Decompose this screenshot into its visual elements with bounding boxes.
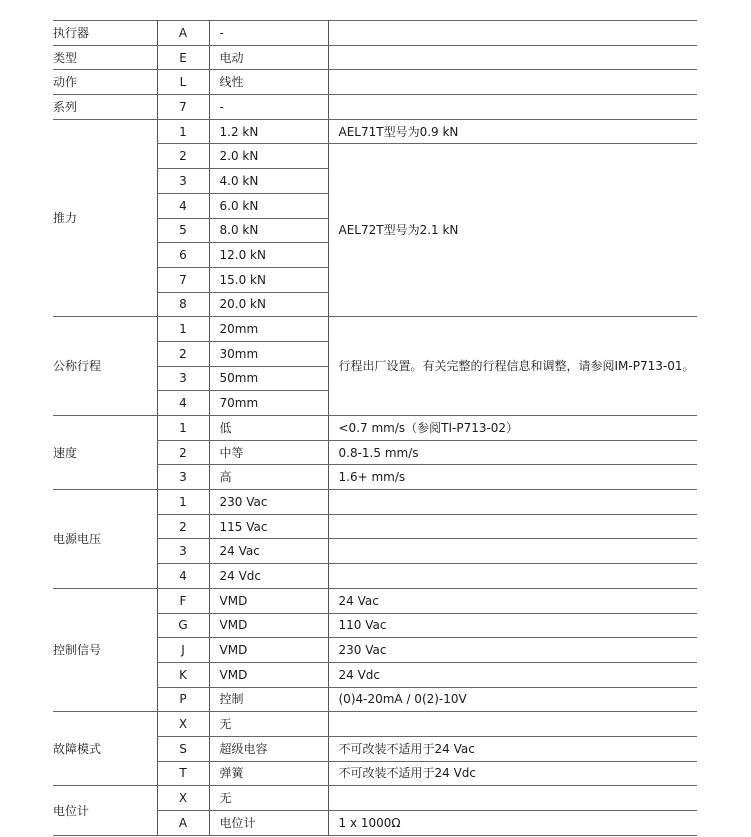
code-cell: 2 [157,514,209,539]
code-cell: 8 [157,292,209,317]
table-row [53,21,697,46]
option-cell: 230 Vac [209,490,328,515]
group-label-thrust: 推力 [53,119,157,317]
option-cell: 24 Vdc [209,564,328,589]
code-cell: 4 [157,193,209,218]
code-cell: L [157,70,209,95]
option-cell: 控制 [209,687,328,712]
group-label-nominal-travel: 公称行程 [53,317,157,416]
option-cell: 4.0 kN [209,169,328,194]
option-cell: 1.2 kN [209,119,328,144]
code-cell: 7 [157,95,209,120]
desc-cell [328,564,697,589]
option-cell: 12.0 kN [209,243,328,268]
code-cell: A [157,811,209,836]
product-code-table [53,20,697,836]
code-cell: 1 [157,490,209,515]
group-label-failure-mode: 故障模式 [53,712,157,786]
option-cell: - [209,21,328,46]
option-cell: 70mm [209,391,328,416]
group-label-potentiometer: 电位计 [53,786,157,835]
desc-cell [328,21,697,46]
code-cell: 2 [157,440,209,465]
group-label-type: 类型 [53,45,157,70]
option-cell: 无 [209,786,328,811]
code-cell: F [157,588,209,613]
code-cell: X [157,786,209,811]
table-row [53,490,697,515]
option-cell: 30mm [209,341,328,366]
option-cell: 20mm [209,317,328,342]
table-row [53,317,697,342]
table-row [53,95,697,120]
code-cell: 3 [157,169,209,194]
option-cell: 15.0 kN [209,267,328,292]
option-cell: 弹簧 [209,761,328,786]
code-cell: G [157,613,209,638]
desc-cell: 24 Vac [328,588,697,613]
code-cell: T [157,761,209,786]
code-cell: X [157,712,209,737]
desc-cell: 0.8-1.5 mm/s [328,440,697,465]
option-cell: 电位计 [209,811,328,836]
desc-cell [328,539,697,564]
desc-cell: 230 Vac [328,638,697,663]
option-cell: 24 Vac [209,539,328,564]
code-cell: 7 [157,267,209,292]
desc-cell-merged: AEL72T型号为2.1 kN [328,144,697,317]
group-label-control-signal: 控制信号 [53,588,157,711]
desc-cell: 1.6+ mm/s [328,465,697,490]
group-label-series: 系列 [53,95,157,120]
option-cell: 2.0 kN [209,144,328,169]
table-row [53,712,697,737]
code-cell: 4 [157,564,209,589]
group-label-action: 动作 [53,70,157,95]
option-cell: 超级电容 [209,736,328,761]
code-cell: 1 [157,317,209,342]
desc-cell: (0)4-20mA / 0(2)-10V [328,687,697,712]
code-cell: 4 [157,391,209,416]
table-row [53,45,697,70]
code-cell: 3 [157,366,209,391]
group-label-speed: 速度 [53,416,157,490]
desc-cell: 不可改装不适用于24 Vac [328,736,697,761]
desc-cell [328,712,697,737]
desc-cell: 不可改装不适用于24 Vdc [328,761,697,786]
option-cell: 电动 [209,45,328,70]
code-cell: 5 [157,218,209,243]
option-cell: 6.0 kN [209,193,328,218]
code-cell: 2 [157,341,209,366]
desc-cell: 24 Vdc [328,662,697,687]
table-row [53,786,697,811]
option-cell: 线性 [209,70,328,95]
table-row [53,416,697,441]
desc-cell [328,490,697,515]
option-cell: 50mm [209,366,328,391]
option-cell: - [209,95,328,120]
desc-cell [328,95,697,120]
code-cell: K [157,662,209,687]
option-cell: 115 Vac [209,514,328,539]
option-cell: 20.0 kN [209,292,328,317]
code-cell: E [157,45,209,70]
code-cell: J [157,638,209,663]
desc-cell: <0.7 mm/s（参阅TI-P713-02） [328,416,697,441]
desc-cell [328,45,697,70]
code-cell: A [157,21,209,46]
code-cell: 3 [157,465,209,490]
desc-cell [328,514,697,539]
code-cell: 3 [157,539,209,564]
desc-cell-merged: 行程出厂设置。有关完整的行程信息和调整，请参阅IM-P713-01。 [328,317,697,416]
option-cell: VMD [209,613,328,638]
table-row [53,119,697,144]
option-cell: 无 [209,712,328,737]
table-row [53,588,697,613]
code-cell: 1 [157,119,209,144]
code-cell: 6 [157,243,209,268]
desc-cell: 110 Vac [328,613,697,638]
table-row [53,70,697,95]
option-cell: 低 [209,416,328,441]
group-label-actuator: 执行器 [53,21,157,46]
option-cell: VMD [209,638,328,663]
option-cell: VMD [209,662,328,687]
option-cell: 高 [209,465,328,490]
code-cell: S [157,736,209,761]
desc-cell: AEL71T型号为0.9 kN [328,119,697,144]
code-cell: 1 [157,416,209,441]
code-cell: 2 [157,144,209,169]
desc-cell [328,70,697,95]
option-cell: VMD [209,588,328,613]
desc-cell: 1 x 1000Ω [328,811,697,836]
code-cell: P [157,687,209,712]
group-label-supply-voltage: 电源电压 [53,490,157,589]
option-cell: 8.0 kN [209,218,328,243]
desc-cell [328,786,697,811]
option-cell: 中等 [209,440,328,465]
